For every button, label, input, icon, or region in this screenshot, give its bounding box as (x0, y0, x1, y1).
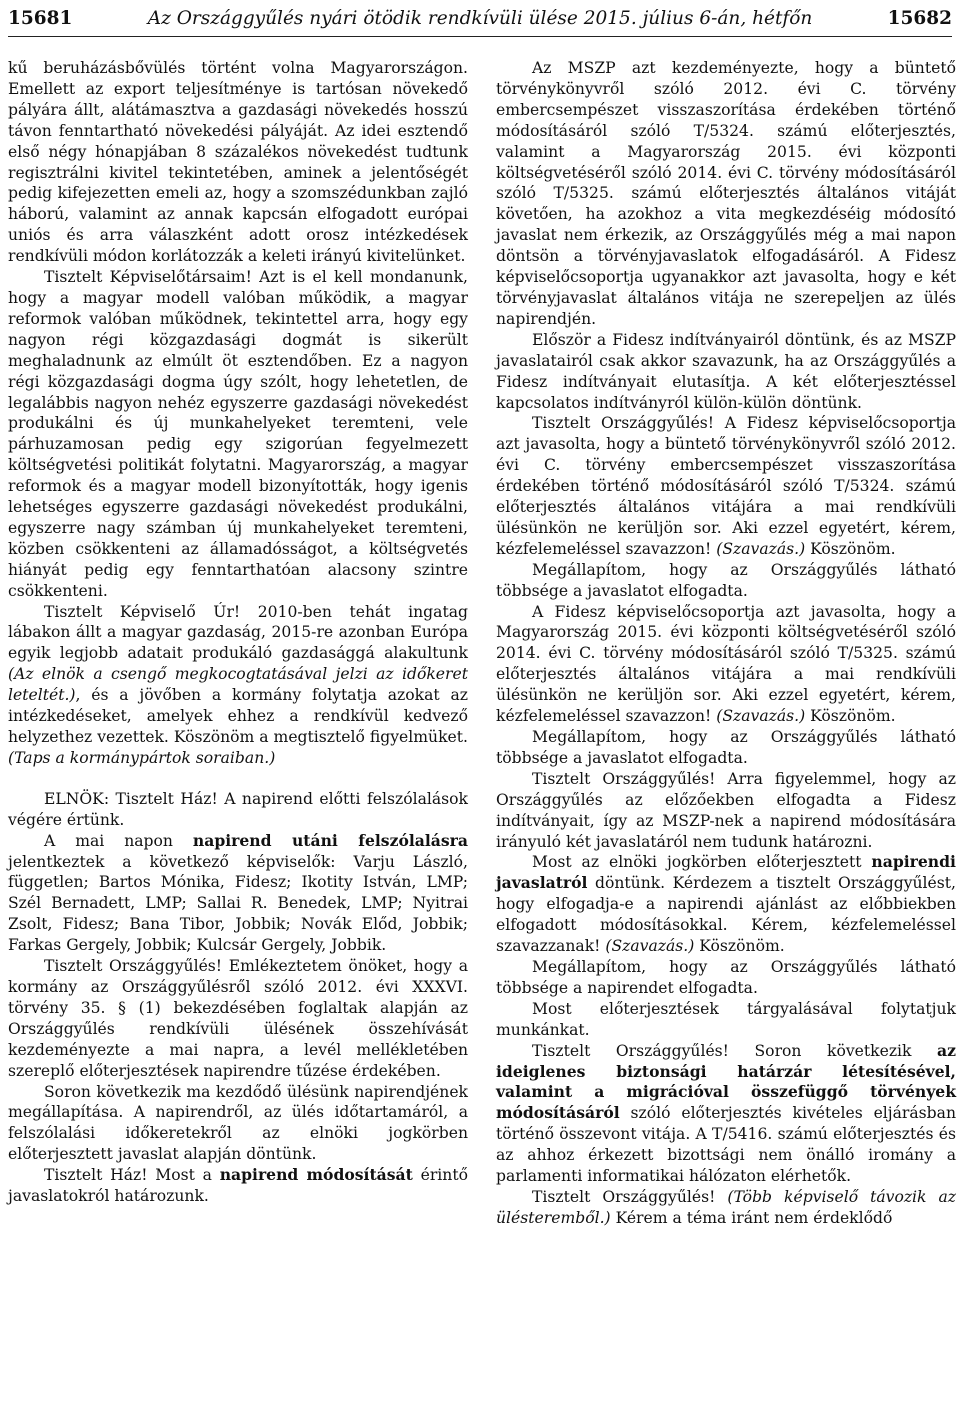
text-run: Köszönöm. (810, 539, 896, 558)
italic-remark: (Az elnök a csengő megkocogtatásával jelzi az időkeret leteltét.) (8, 665, 468, 705)
bold-phrase: napirend utáni felszólalásra (192, 830, 468, 850)
italic-remark: (Több képviselő távozik az ülésteremből.) (496, 1187, 956, 1227)
paragraph (496, 413, 956, 559)
bold-phrase: napirend módosítását (219, 1165, 413, 1185)
page-number-right: 15682 (887, 7, 952, 29)
header-title: Az Országgyűlés nyári ötödik rendkívüli ülése 2015. július 6-án, hétfőn (147, 7, 813, 29)
paragraph (8, 1165, 468, 1207)
text-run: szóló előterjesztés kivételes eljárásban történő összevont vitája. A T/5416. számú előterjesztés és az ahhoz érkezett bizottsági nem önálló iromány a parlamenti informatikai hálózaton elérhetők. (496, 1104, 956, 1186)
text-run: A mai napon (44, 831, 173, 850)
text-run: Most az elnöki jogkörben előterjesztett (532, 853, 862, 872)
paragraph: Az MSZP azt kezdeményezte, hogy a büntető törvénykönyvről szóló 2012. évi C. törvény embercsempészet visszaszorítása érdekében történő módosításáról szóló T/5324. számú előterjesztés, valamint a Magyarország 2015. évi központi költségvetéséről szóló 2014. évi C. törvény módosításáról szóló T/5325. számú előterjesztés általános vitáját követően, ha azokhoz a vita megkezdéséig módosító javaslat nem érkezik, az Országgyűlés még a mai napon döntsön a törvényjavaslatok elfogadásáról. A Fidesz képviselőcsoportja ugyanakkor azt javasolta, hogy e két törvényjavaslat általános vitája ne szerepeljen az ülés napirendjén. (496, 59, 956, 328)
text-run: döntünk. Kérdezem a tisztelt Országgyűlést, hogy elfogadja-e a napirendi ajánlást az előbbiekben elfogadott módosításokkal. Kérem, kézfelemeléssel szavazzanak! (496, 874, 956, 956)
page-header (8, 0, 952, 37)
bold-phrase: az ideiglenes biztonsági határzár létesítésével, valamint a migrációval összefüggő törvények módosításáról (496, 1040, 956, 1123)
paragraph: Tisztelt Országgyűlés! Emlékeztetem önöket, hogy a kormány az Országgyűlésről szóló 2012. évi XXXVI. törvény 35. § (1) bekezdésében foglaltak alapján az Országgyűlés rendkívüli ülésének összehívását kezdeményezte a mai napra, a levél mellékletében szereplő előterjesztések napirendre tűzése érdekében. (8, 957, 468, 1080)
paragraph (496, 852, 956, 957)
text-run: Tisztelt Országgyűlés! A Fidesz képviselőcsoportja azt javasolta, hogy a büntető törvénykönyvről szóló 2012. évi C. törvény embercsempészet visszaszorítása érdekében történő módosításáról szóló T/5324. számú előterjesztés általános vitájára a mai rendkívüli ülésünkön ne kerüljön sor. Aki ezzel egyetért, kérem, kézfelemeléssel szavazzon! (496, 414, 956, 558)
paragraph (496, 602, 956, 727)
paragraph: Soron következik ma kezdődő ülésünk napirendjének megállapítása. A napirendről, az ülés időtartamáról, a felszólalási időkeretekről az elnöki jogkörben előterjesztett javaslat alapján döntünk. (8, 1082, 468, 1164)
paragraph: Tisztelt Országgyűlés! Arra figyelemmel, hogy az Országgyűlés az előzőekben elfogadta a Fidesz indítványait, így az MSZP-nek a napirend módosítására irányuló két javaslatáról nem tudunk határozni. (496, 769, 956, 851)
italic-remark: (Szavazás.) (716, 539, 806, 558)
left-column (8, 58, 468, 1207)
page-number-left: 15681 (8, 7, 73, 29)
italic-remark: (Taps a kormánypártok soraiban.) (8, 748, 276, 767)
paragraph: Megállapítom, hogy az Országgyűlés látható többsége a napirendet elfogadta. (496, 957, 956, 997)
bold-phrase: napirendi javaslatról (496, 852, 956, 893)
paragraph (496, 1187, 956, 1229)
paragraph: Tisztelt Képviselőtársaim! Azt is el kell mondanunk, hogy a magyar modell valóban működik, a magyar reformok valóban működnek, tekintettel arra, hogy egy nagyon régi közgazdasági dogmát is sikerült meghaladnunk az elmúlt öt esztendőben. Ez a nagyon régi közgazdasági dogma úgy szólt, hogy lehetetlen, de legalábbis nagyon nehéz egyszerre gazdasági növekedést produkálni és új munkahelyeket teremteni, vele párhuzamosan pedig egy szigorúan fegyelmezett költségvetési politikát folytatni. Magyarország, a magyar reformok és a magyar modell bizonyították, hogy igenis lehetséges egyszerre gazdasági növekedést produkálni, egyszerre nagy számban új munkahelyeket teremteni, közben csökkenteni az államadósságot, a költségvetés hiányát pedig egy fenntarthatóan alacsony szintre csökkenteni. (8, 268, 468, 600)
paragraph: Megállapítom, hogy az Országgyűlés látható többsége a javaslatot elfogadta. (496, 728, 956, 767)
text-run: Tisztelt Képviselő Úr! 2010-ben tehát ingatag lábakon állt a magyar gazdaság, 2015-re azonban Európa egyik legjobb adatait produkáló gazdasággá alakultunk (8, 602, 468, 663)
paragraph: kű beruházásbővülés történt volna Magyarországon. Emellett az export teljesítménye is tartósan növekedő pályára állt, alátámasztva a gazdasági növekedés hosszú távon fenntartható növekedési pályáját. Az idei esztendő első négy hónapjában 8 százalékos növekedést tudtunk regisztrálni kivitel tekintetében, aminek a jelentőségét pedig kifejezetten emeli az, hogy a szomszédunkban zajló háború, valamint az annak kapcsán elfogadott európai uniós és arra válaszként adott orosz intézkedések rendkívüli módon korlátozzák a keleti irányú kivitelünket. (8, 59, 468, 266)
italic-remark: (Szavazás.) (605, 937, 695, 956)
paragraph: Először a Fidesz indítványairól döntünk, és az MSZP javaslatairól csak akkor szavazunk, ha az Országgyűlés a Fidesz indítványait elutasítja. A két előterjesztéssel kapcsolatos indítványról külön-külön döntünk. (496, 330, 956, 412)
paragraph (8, 831, 468, 956)
text-run: Tisztelt Országgyűlés! Soron következik (532, 1041, 912, 1060)
text-run: A Fidesz képviselőcsoportja azt javasolta, hogy a Magyarország 2015. évi központi költségvetéséről szóló 2014. évi C. törvény módosításáról szóló T/5325. számú előterjesztés általános vitájára a mai rendkívüli ülésünkön ne kerüljön sor. Aki ezzel egyetért, kérem, kézfelemeléssel szavazzon! (496, 602, 956, 726)
text-run: Köszönöm. (699, 937, 785, 956)
text-run: érintő javaslatokról határozunk. (8, 1166, 468, 1206)
paragraph: ELNÖK: Tisztelt Ház! A napirend előtti felszólalások végére értünk. (8, 789, 468, 829)
text-run: Tisztelt Ház! Most a (44, 1166, 212, 1185)
text-run: Köszönöm. (810, 707, 896, 726)
text-run: , és a jövőben a kormány folytatja azokat az intézkedéseket, amelyek ehhez a rendkívül kedvező helyzethez vezettek. Köszönöm a megtisztelő figyelmüket. (8, 686, 468, 746)
paragraph (8, 602, 468, 769)
paragraph (496, 1041, 956, 1187)
italic-remark: (Szavazás.) (716, 707, 806, 726)
text-run: Tisztelt Országgyűlés! (532, 1187, 716, 1206)
paragraph: Most előterjesztések tárgyalásával folytatjuk munkánkat. (496, 999, 956, 1039)
paragraph: Megállapítom, hogy az Országgyűlés látható többsége a javaslatot elfogadta. (496, 560, 956, 600)
text-run: jelentkeztek a következő képviselők: Varju László, független; Bartos Mónika, Fidesz; Ikotity István, LMP; Szél Bernadett, LMP; Sallai R. Benedek, LMP; Nyitrai Zsolt, Fidesz; Bana Tibor, Jobbik; Novák Előd, Jobbik; Farkas Gergely, Jobbik; Kulcsár Gergely, Jobbik. (8, 852, 468, 955)
text-run: Kérem a téma iránt nem érdeklődő (615, 1208, 893, 1227)
right-column (496, 58, 956, 1229)
